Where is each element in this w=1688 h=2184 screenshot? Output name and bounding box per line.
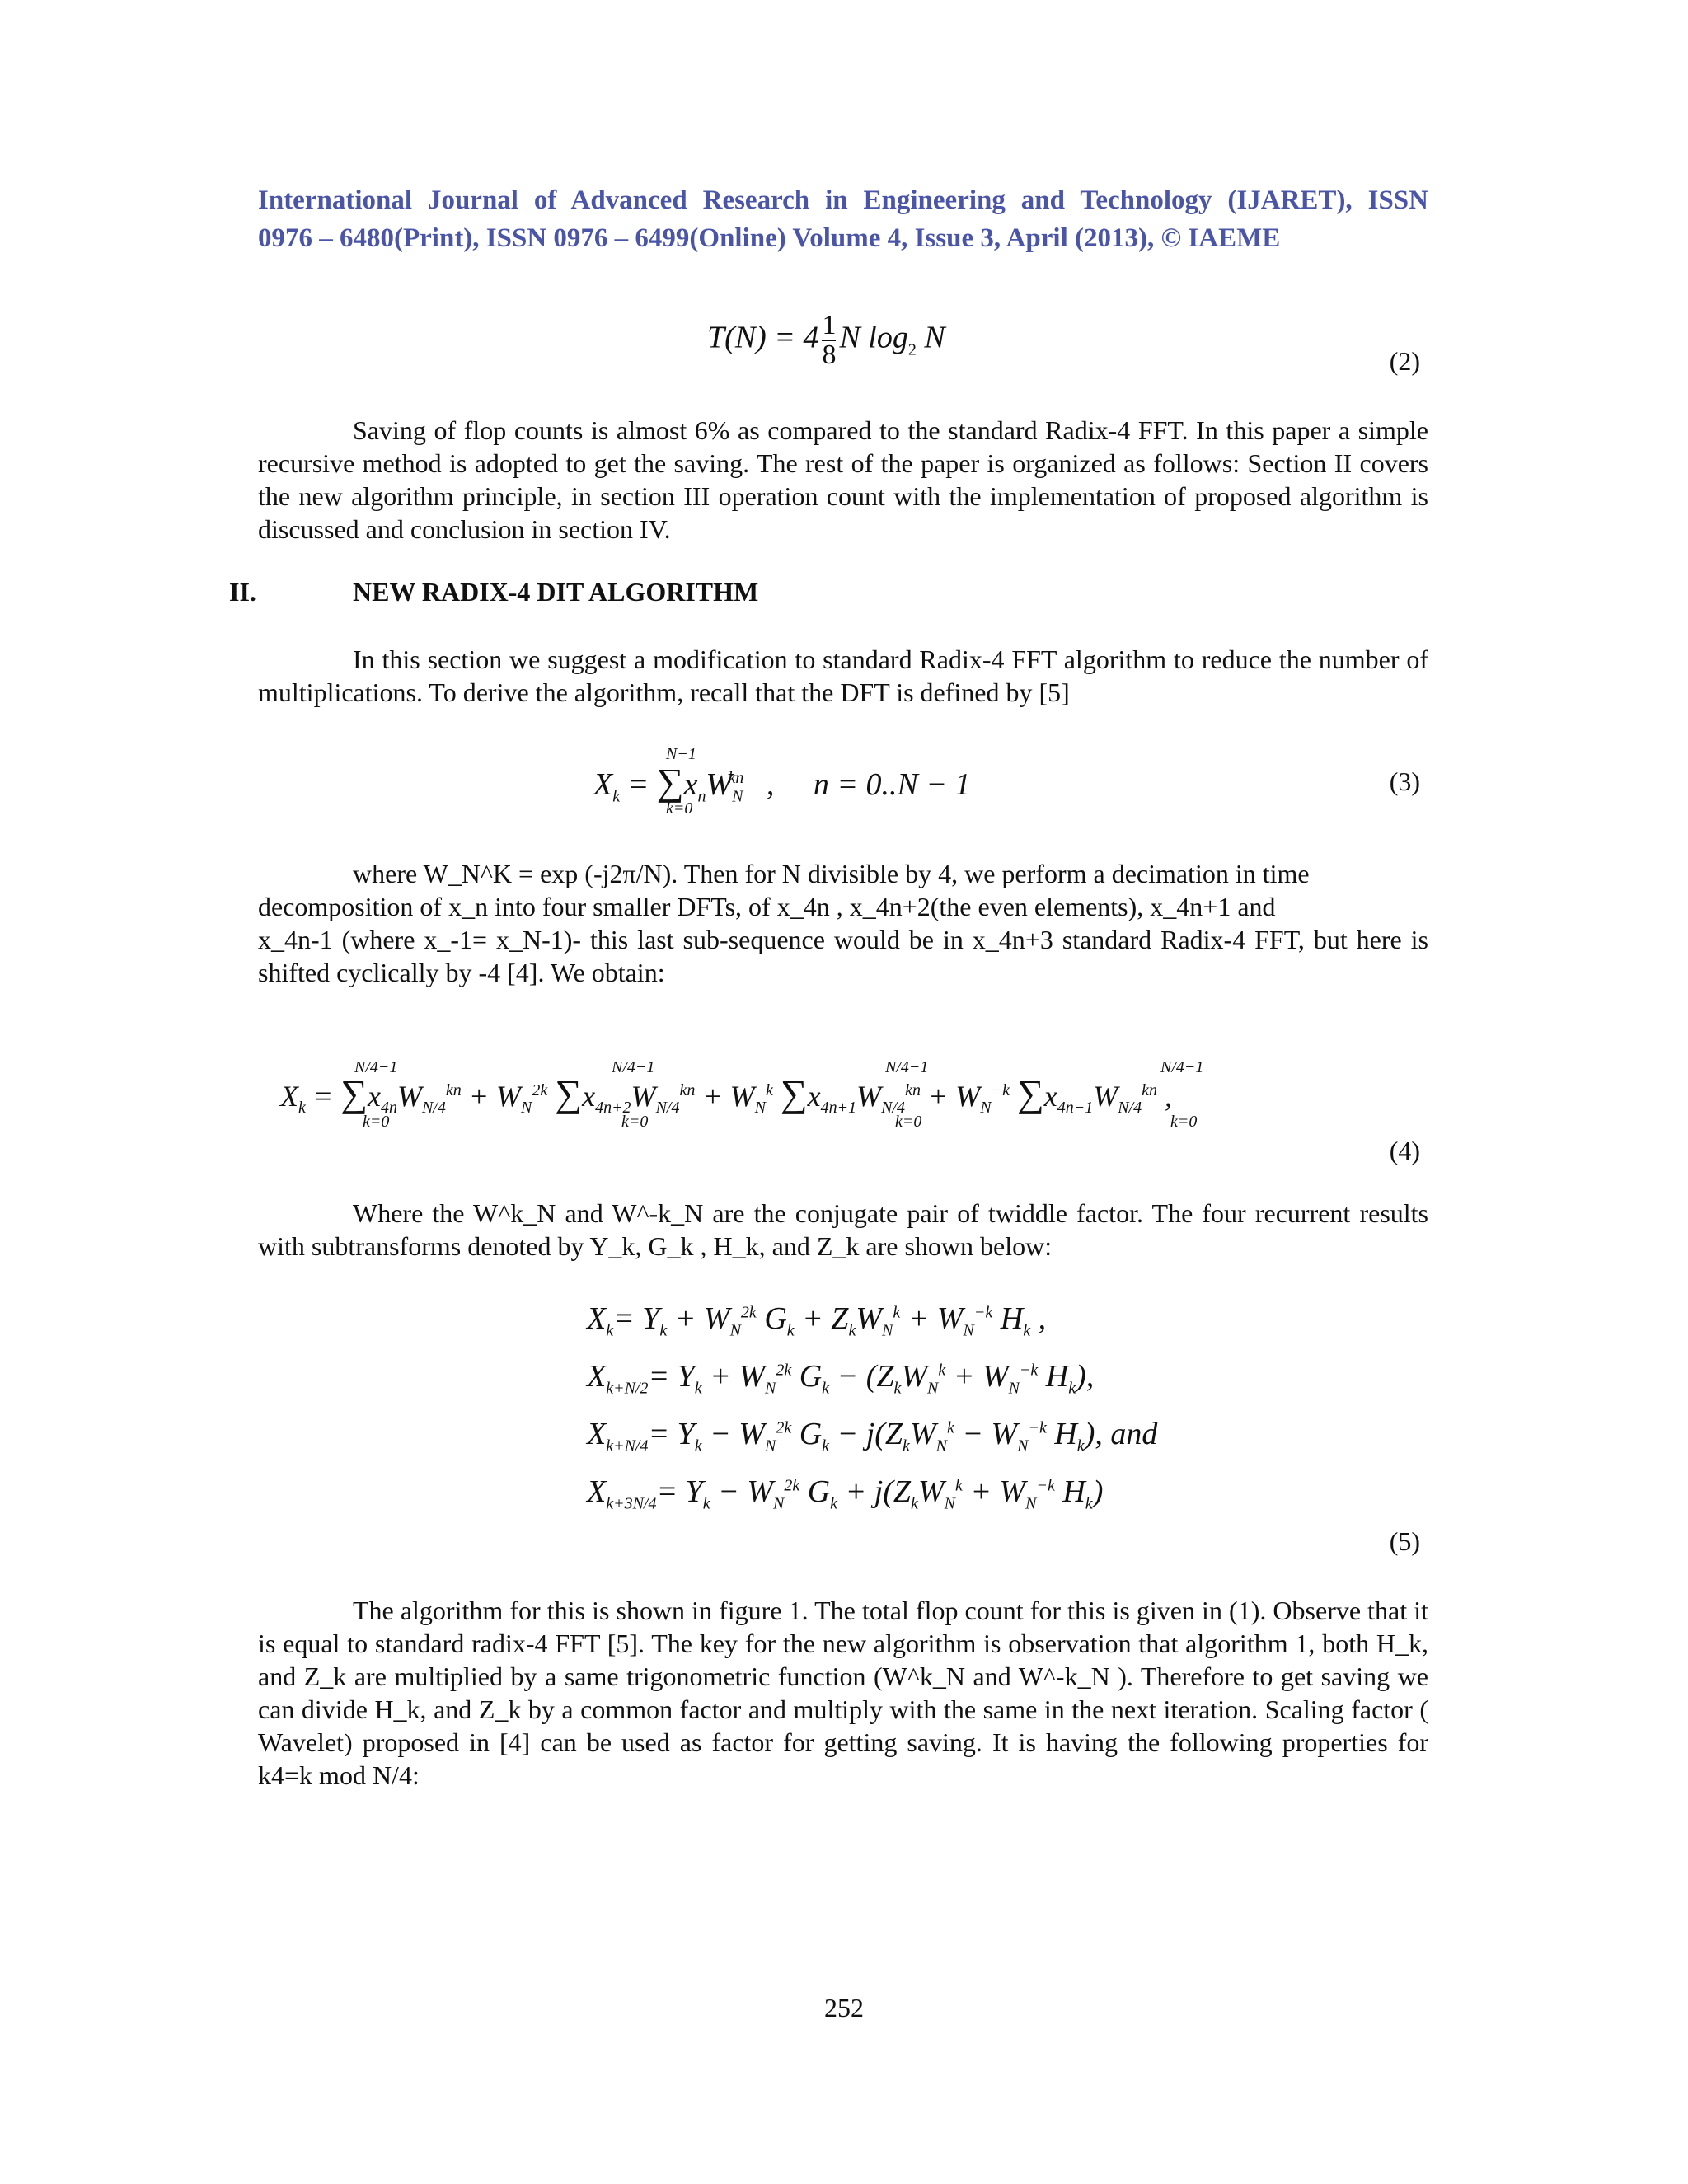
paragraph-decomposition-line-2: decomposition of x_n into four smaller DFTs, of x_4n , x_4n+2(the even elements), x_4n+1 and bbox=[258, 892, 1276, 921]
paragraph-decomposition-line-4: shifted cyclically by -4 [4]. We obtain: bbox=[258, 958, 665, 987]
section-number: II. bbox=[229, 577, 256, 607]
page-number: 252 bbox=[824, 1993, 864, 2022]
header-line-2: 0976 – 6480(Print), ISSN 0976 – 6499(Online) Volume 4, Issue 3, April (2013), © IAEME bbox=[258, 223, 1281, 253]
paragraph-twiddle: Where the W^k_N and W^-k_N are the conjugate pair of twiddle factor. The four recurrent results with subtransforms denoted by Y_k, G_k , H_k, and Z_k are shown below: bbox=[258, 1198, 1428, 1261]
equation-5-label: (5) bbox=[1389, 1526, 1420, 1556]
equation-4-label: (4) bbox=[1389, 1136, 1420, 1165]
equation-2: T(N) = 4 $\frac{1}{8}$ N $\log_2 N$ bbox=[707, 310, 945, 370]
header-line-1: International Journal of Advanced Research in Engineering and Technology (IJARET), ISSN bbox=[258, 185, 1428, 215]
paragraph-decomposition bbox=[258, 857, 1428, 989]
equation-3-label: (3) bbox=[1389, 766, 1420, 796]
journal-header bbox=[258, 181, 1428, 257]
paragraph-algorithm: The algorithm for this is shown in figure 1. The total flop count for this is given in (1). Observe that it is equal to standard radix-4 FFT [5]. The key for the new algorithm is observation that algorithm 1, both H_k, and Z_k are multiplied by a same trigonometric function (W^k_N and W^-k_N ). Therefore to get saving we can divide H_k, and Z_k by a common factor and multiply with the same in the next iteration. Scaling factor ( Wavelet) proposed in [4] can be used as factor for getting saving. It is having the following properties for k4=k mod N/4: bbox=[258, 1596, 1428, 1790]
paragraph-decomposition-line-3: x_4n-1 (where x_-1= x_N-1)- this last sub-sequence would be in x_4n+3 standard Radix-4 FFT, but here is bbox=[258, 925, 1428, 954]
paragraph-decomposition-line-1: where W_N^K = exp (-j2π/N). Then for N divisible by 4, we perform a decimation in time bbox=[353, 859, 1310, 888]
equation-2-label: (2) bbox=[1389, 346, 1420, 376]
section-title: NEW RADIX-4 DIT ALGORITHM bbox=[353, 577, 759, 607]
paragraph-section-intro: In this section we suggest a modification to standard Radix-4 FFT algorithm to reduce the number of multiplications. To derive the algorithm, recall that the DFT is defined by [5] bbox=[258, 644, 1428, 707]
paragraph-intro-summary: Saving of flop counts is almost 6% as compared to the standard Radix-4 FFT. In this paper a simple recursive method is adopted to get the saving. The rest of the paper is organized as follows: Section II covers the new algorithm principle, in section III operation count with the implementation of proposed algorithm is discussed and conclusion in section IV. bbox=[258, 415, 1428, 544]
